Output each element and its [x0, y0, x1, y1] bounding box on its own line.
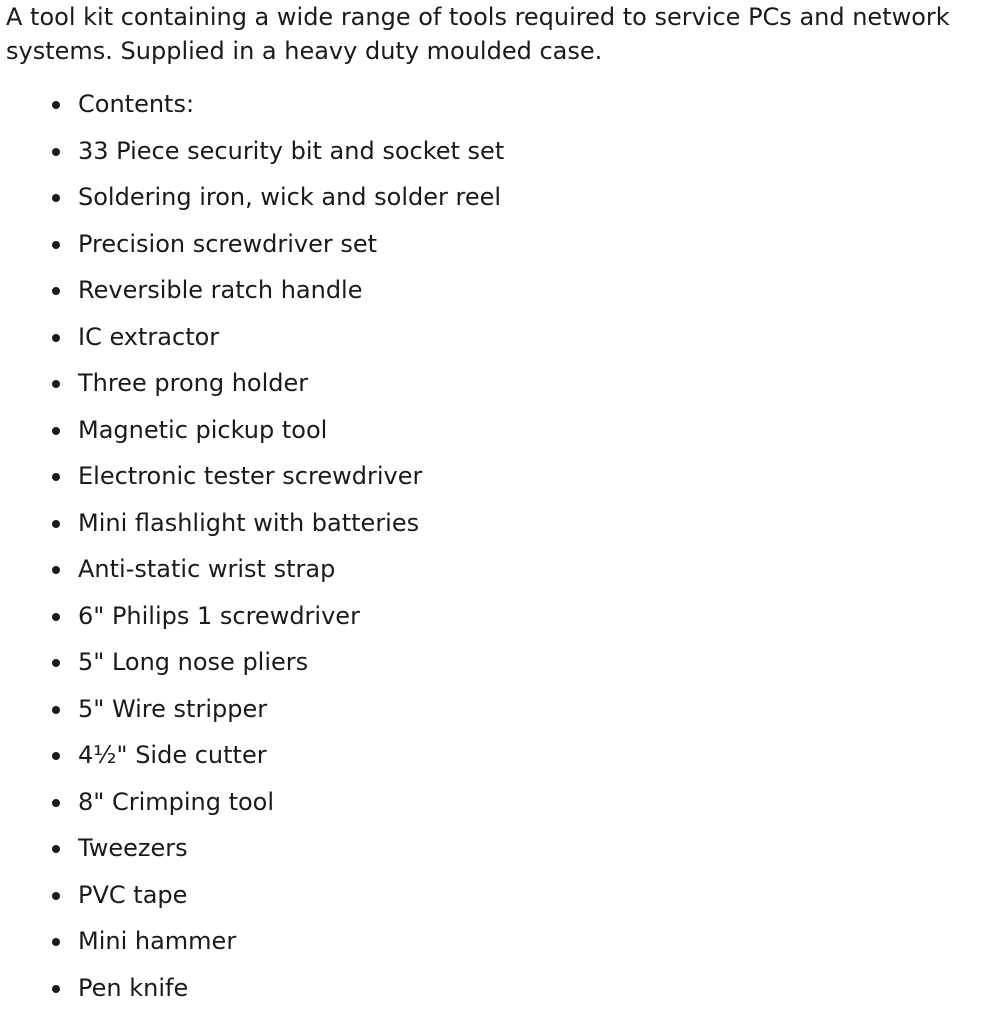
list-item: [0, 872, 988, 919]
bullet-icon: [52, 985, 60, 993]
contents-list: [0, 81, 988, 1011]
bullet-icon: [52, 659, 60, 667]
list-item-label: Three prong holder: [78, 369, 308, 397]
list-item-label: Anti-static wrist strap: [78, 555, 335, 583]
list-item-label: Precision screwdriver set: [78, 230, 377, 258]
list-item-label: Pen knife: [78, 974, 188, 1002]
list-item: [0, 593, 988, 640]
list-item: [0, 267, 988, 314]
bullet-icon: [52, 566, 60, 574]
bullet-icon: [52, 334, 60, 342]
bullet-icon: [52, 148, 60, 156]
bullet-icon: [52, 241, 60, 249]
list-item: [0, 453, 988, 500]
list-item: [0, 81, 988, 128]
intro-paragraph: A tool kit containing a wide range of tools required to service PCs and network systems. Supplied in a heavy duty moulded case.: [0, 0, 988, 68]
list-item: [0, 174, 988, 221]
bullet-icon: [52, 380, 60, 388]
list-item: [0, 546, 988, 593]
list-item-label: IC extractor: [78, 323, 219, 351]
bullet-icon: [52, 892, 60, 900]
bullet-icon: [52, 101, 60, 109]
list-item-label: 33 Piece security bit and socket set: [78, 137, 504, 165]
list-item: [0, 221, 988, 268]
list-item: [0, 639, 988, 686]
list-item: [0, 686, 988, 733]
bullet-icon: [52, 706, 60, 714]
list-item-label: 4½" Side cutter: [78, 741, 267, 769]
bullet-icon: [52, 613, 60, 621]
list-item-label: 5" Wire stripper: [78, 695, 267, 723]
bullet-icon: [52, 752, 60, 760]
list-item: [0, 965, 988, 1011]
bullet-icon: [52, 287, 60, 295]
list-item: [0, 918, 988, 965]
bullet-icon: [52, 938, 60, 946]
list-item-label: Electronic tester screwdriver: [78, 462, 422, 490]
list-item: [0, 825, 988, 872]
list-item-label: Tweezers: [78, 834, 188, 862]
bullet-icon: [52, 194, 60, 202]
list-item-label: Contents:: [78, 90, 194, 118]
list-item-label: Magnetic pickup tool: [78, 416, 327, 444]
list-item: [0, 407, 988, 454]
list-item-label: Soldering iron, wick and solder reel: [78, 183, 501, 211]
list-item: [0, 732, 988, 779]
list-item: [0, 128, 988, 175]
list-item-label: 8" Crimping tool: [78, 788, 274, 816]
bullet-icon: [52, 520, 60, 528]
list-item-label: Mini hammer: [78, 927, 236, 955]
bullet-icon: [52, 427, 60, 435]
bullet-icon: [52, 799, 60, 807]
list-item: [0, 779, 988, 826]
list-item-label: Mini flashlight with batteries: [78, 509, 419, 537]
bullet-icon: [52, 845, 60, 853]
list-item-label: 6" Philips 1 screwdriver: [78, 602, 360, 630]
list-item-label: Reversible ratch handle: [78, 276, 362, 304]
list-item-label: 5" Long nose pliers: [78, 648, 308, 676]
list-item-label: PVC tape: [78, 881, 187, 909]
list-item: [0, 500, 988, 547]
list-item: [0, 360, 988, 407]
list-item: [0, 314, 988, 361]
bullet-icon: [52, 473, 60, 481]
